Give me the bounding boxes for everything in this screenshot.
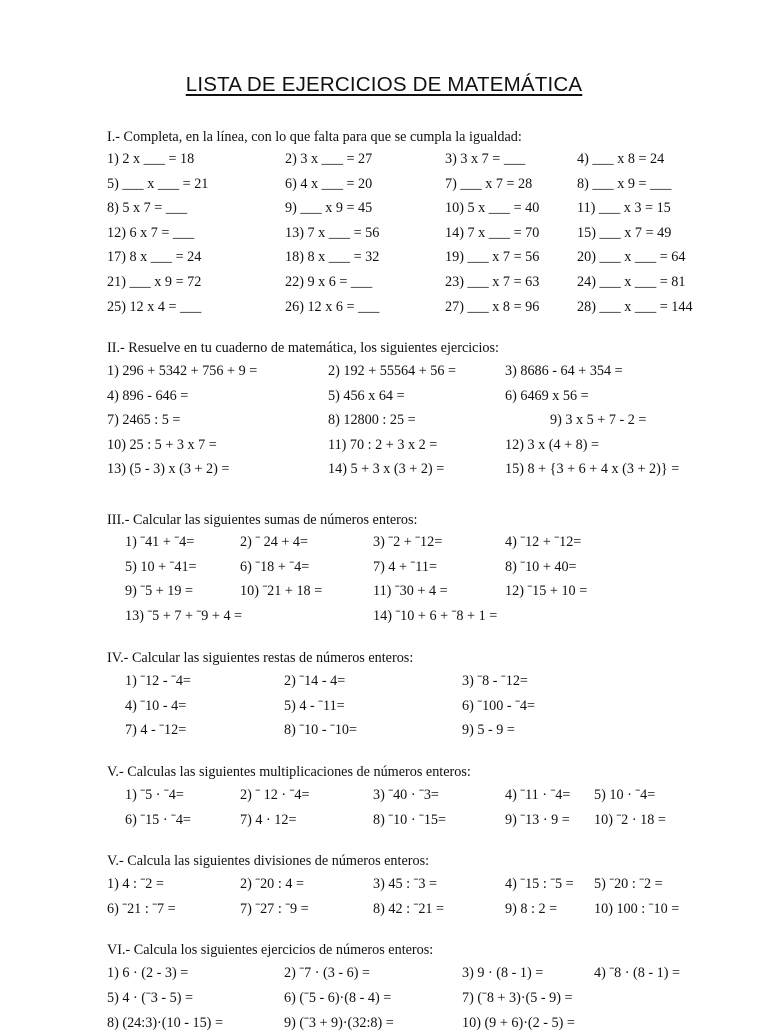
exercise-item: 9) 5 - 9 = xyxy=(462,722,515,739)
exercise-item: 10) ˉ2 · 18 = xyxy=(594,811,666,828)
exercise-item: 15) ___ x 7 = 49 xyxy=(577,224,672,241)
exercise-item: 5) 4 - ˉ11= xyxy=(284,697,345,714)
section-heading: III.- Calcular las siguientes sumas de números enteros: xyxy=(107,512,418,528)
exercise-item: 15) 8 + {3 + 6 + 4 x (3 + 2)} = xyxy=(505,461,680,478)
exercise-row xyxy=(0,274,768,294)
exercise-item: 12) 6 x 7 = ___ xyxy=(107,224,195,241)
exercise-item: 4) ˉ8 · (8 - 1) = xyxy=(594,965,681,981)
exercise-item: 1) ˉ5 · ˉ4= xyxy=(125,787,184,803)
exercise-item: 26) 12 x 6 = ___ xyxy=(285,298,380,315)
section-heading: IV.- Calcular las siguientes restas de números enteros: xyxy=(107,650,414,666)
exercise-item: 8) ___ x 9 = ___ xyxy=(577,175,672,192)
section-heading: I.- Completa, en la línea, con lo que falta para que se cumpla la igualdad: xyxy=(107,129,522,145)
exercise-item: 2) ˉ20 : 4 = xyxy=(240,876,304,892)
exercise-item: 8) ˉ10 + 40= xyxy=(505,558,577,575)
exercise-item: 12) ˉ15 + 10 = xyxy=(505,583,588,600)
exercise-item: 2) ˉ 12 · ˉ4= xyxy=(240,787,310,803)
exercise-item: 7) 4 - ˉ12= xyxy=(125,722,187,739)
exercise-item: 7) 2465 : 5 = xyxy=(107,412,181,429)
exercise-item: 10) 5 x ___ = 40 xyxy=(445,200,540,217)
exercise-item: 17) 8 x ___ = 24 xyxy=(107,249,202,266)
exercise-item: 8) (24:3)·(10 - 15) = xyxy=(107,1015,223,1031)
exercise-item: 11) 70 : 2 + 3 x 2 = xyxy=(328,436,438,453)
exercise-row xyxy=(0,461,768,481)
section-heading: VI.- Calcula los siguientes ejercicios de números enteros: xyxy=(107,942,434,958)
section-heading: V.- Calcula las siguientes divisiones de números enteros: xyxy=(107,853,430,869)
exercise-item: 24) ___ x ___ = 81 xyxy=(577,274,686,290)
exercise-item: 6) 6469 x 56 = xyxy=(505,387,589,404)
exercise-item: 1) 4 : ˉ2 = xyxy=(107,876,164,892)
exercise-item: 6) ˉ15 · ˉ4= xyxy=(125,811,191,828)
exercise-item: 25) 12 x 4 = ___ xyxy=(107,298,202,315)
exercise-item: 1) 296 + 5342 + 756 + 9 = xyxy=(107,363,258,379)
exercise-item: 7) ___ x 7 = 28 xyxy=(445,175,533,192)
exercise-item: 9) 8 : 2 = xyxy=(505,900,558,917)
exercise-item: 20) ___ x ___ = 64 xyxy=(577,249,686,266)
exercise-item: 18) 8 x ___ = 32 xyxy=(285,249,380,266)
exercise-item: 10) 100 : ˉ10 = xyxy=(594,900,680,917)
exercise-item: 8) 12800 : 25 = xyxy=(328,412,416,429)
exercise-item: 3) 8686 - 64 + 354 = xyxy=(505,363,623,379)
exercise-item: 6) (ˉ5 - 6)·(8 - 4) = xyxy=(284,990,392,1006)
exercise-item: 2) ˉ7 · (3 - 6) = xyxy=(284,965,371,981)
exercise-item: 9) ___ x 9 = 45 xyxy=(285,200,373,217)
exercise-row xyxy=(0,722,768,742)
exercise-item: 5) 10 + ˉ41= xyxy=(125,558,197,575)
exercise-item: 5) 10 · ˉ4= xyxy=(594,787,656,803)
exercise-item: 10) (9 + 6)·(2 - 5) = xyxy=(462,1015,575,1031)
exercise-item: 9) 3 x 5 + 7 - 2 = xyxy=(550,412,647,429)
exercise-item: 2) 3 x ___ = 27 xyxy=(285,151,373,167)
exercise-item: 3) ˉ2 + ˉ12= xyxy=(373,534,443,550)
exercise-item: 2) 192 + 55564 + 56 = xyxy=(328,363,457,379)
exercise-row xyxy=(0,901,768,921)
exercise-item: 5) 456 x 64 = xyxy=(328,387,405,404)
page-title: LISTA DE EJERCICIOS DE MATEMÁTICA xyxy=(185,73,583,96)
exercise-item: 1) ˉ41 + ˉ4= xyxy=(125,534,195,550)
exercise-row xyxy=(0,1015,768,1035)
exercise-item: 4) ˉ10 - 4= xyxy=(125,697,187,714)
exercise-item: 1) ˉ12 - ˉ4= xyxy=(125,673,191,689)
exercise-item: 7) ˉ27 : ˉ9 = xyxy=(240,900,309,917)
section-heading: II.- Resuelve en tu cuaderno de matemática, los siguientes ejercicios: xyxy=(107,340,499,356)
exercise-item: 8) ˉ10 · ˉ15= xyxy=(373,811,447,828)
section-heading: V.- Calculas las siguientes multiplicaciones de números enteros: xyxy=(107,764,471,780)
exercise-row xyxy=(0,534,768,554)
exercise-row xyxy=(0,583,768,603)
exercise-row xyxy=(0,965,768,985)
exercise-row xyxy=(0,200,768,220)
exercise-item: 2) ˉ14 - 4= xyxy=(284,673,346,689)
exercise-item: 28) ___ x ___ = 144 xyxy=(577,298,693,315)
exercise-row xyxy=(0,559,768,579)
exercise-item: 23) ___ x 7 = 63 xyxy=(445,274,540,290)
exercise-item: 22) 9 x 6 = ___ xyxy=(285,274,373,290)
exercise-item: 11) ˉ30 + 4 = xyxy=(373,583,448,600)
exercise-item: 12) 3 x (4 + 8) = xyxy=(505,436,600,453)
exercise-item: 3) ˉ8 - ˉ12= xyxy=(462,673,528,689)
exercise-row xyxy=(0,437,768,457)
exercise-item: 7) (ˉ8 + 3)·(5 - 9) = xyxy=(462,990,573,1006)
exercise-item: 7) 4 · 12= xyxy=(240,811,297,828)
exercise-item: 21) ___ x 9 = 72 xyxy=(107,274,202,290)
exercise-item: 6) ˉ100 - ˉ4= xyxy=(462,697,536,714)
exercise-item: 5) 4 · (ˉ3 - 5) = xyxy=(107,990,194,1006)
exercise-item: 14) ˉ10 + 6 + ˉ8 + 1 = xyxy=(373,607,498,624)
exercise-item: 3) 45 : ˉ3 = xyxy=(373,876,437,892)
exercise-item: 10) 25 : 5 + 3 x 7 = xyxy=(107,436,217,453)
exercise-item: 4) ˉ12 + ˉ12= xyxy=(505,534,582,550)
exercise-item: 14) 7 x ___ = 70 xyxy=(445,224,540,241)
exercise-item: 13) (5 - 3) x (3 + 2) = xyxy=(107,461,230,478)
exercise-item: 9) ˉ13 · 9 = xyxy=(505,811,570,828)
exercise-item: 6) ˉ21 : ˉ7 = xyxy=(107,900,176,917)
exercise-item: 7) 4 + ˉ11= xyxy=(373,558,437,575)
exercise-item: 4) 896 - 646 = xyxy=(107,387,189,404)
exercise-item: 27) ___ x 8 = 96 xyxy=(445,298,540,315)
exercise-row xyxy=(0,990,768,1010)
exercise-item: 5) ˉ20 : ˉ2 = xyxy=(594,876,663,892)
exercise-row xyxy=(0,787,768,807)
exercise-row xyxy=(0,698,768,718)
exercise-item: 6) ˉ18 + ˉ4= xyxy=(240,558,310,575)
exercise-item: 8) 5 x 7 = ___ xyxy=(107,200,188,217)
exercise-row xyxy=(0,249,768,269)
exercise-item: 13) 7 x ___ = 56 xyxy=(285,224,380,241)
exercise-item: 3) 9 · (8 - 1) = xyxy=(462,965,544,981)
exercise-item: 10) ˉ21 + 18 = xyxy=(240,583,323,600)
exercise-item: 5) ___ x ___ = 21 xyxy=(107,175,209,192)
exercise-item: 4) ___ x 8 = 24 xyxy=(577,151,665,167)
exercise-row xyxy=(0,176,768,196)
exercise-row xyxy=(0,608,768,628)
exercise-row xyxy=(0,225,768,245)
exercise-item: 4) ˉ11 · ˉ4= xyxy=(505,787,571,803)
exercise-row xyxy=(0,673,768,693)
exercise-row xyxy=(0,812,768,832)
exercise-item: 13) ˉ5 + 7 + ˉ9 + 4 = xyxy=(125,607,243,624)
exercise-item: 2) ˉ 24 + 4= xyxy=(240,534,309,550)
exercise-item: 8) 42 : ˉ21 = xyxy=(373,900,445,917)
exercise-item: 11) ___ x 3 = 15 xyxy=(577,200,671,217)
exercise-item: 3) ˉ40 · ˉ3= xyxy=(373,787,439,803)
exercise-item: 6) 4 x ___ = 20 xyxy=(285,175,373,192)
exercise-row xyxy=(0,388,768,408)
exercise-item: 9) (ˉ3 + 9)·(32:8) = xyxy=(284,1015,394,1031)
exercise-row xyxy=(0,151,768,171)
exercise-item: 1) 2 x ___ = 18 xyxy=(107,151,195,167)
exercise-item: 3) 3 x 7 = ___ xyxy=(445,151,526,167)
exercise-item: 1) 6 · (2 - 3) = xyxy=(107,965,189,981)
exercise-item: 4) ˉ15 : ˉ5 = xyxy=(505,876,574,892)
exercise-row xyxy=(0,412,768,432)
exercise-row xyxy=(0,299,768,319)
exercise-item: 8) ˉ10 - ˉ10= xyxy=(284,722,358,739)
exercise-item: 19) ___ x 7 = 56 xyxy=(445,249,540,266)
exercise-row xyxy=(0,876,768,896)
exercise-row xyxy=(0,363,768,383)
exercise-item: 14) 5 + 3 x (3 + 2) = xyxy=(328,461,445,478)
exercise-item: 9) ˉ5 + 19 = xyxy=(125,583,194,600)
